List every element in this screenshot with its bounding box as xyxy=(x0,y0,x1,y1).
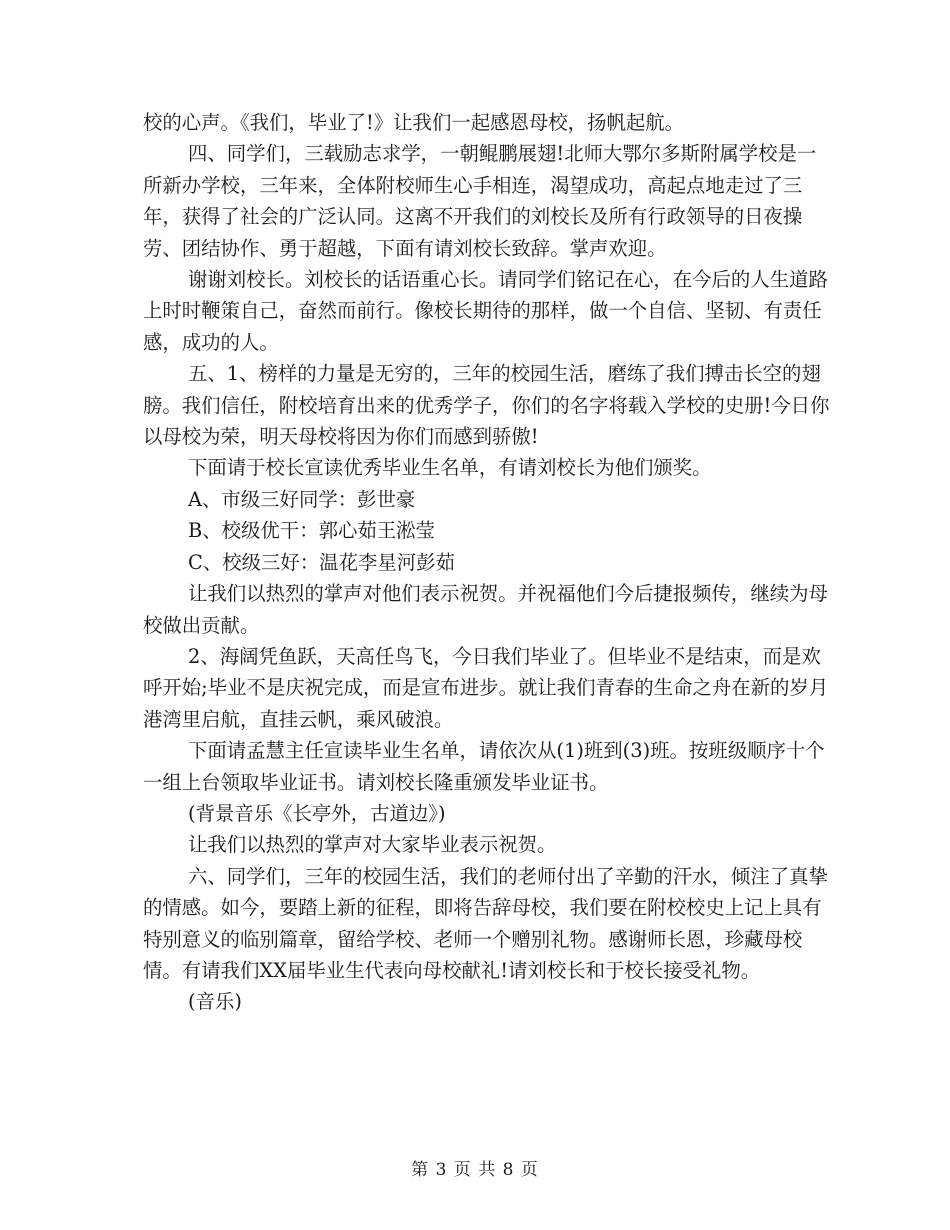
document-body xyxy=(143,107,833,1018)
award-item-a: A、市级三好同学：彭世豪 xyxy=(188,487,416,511)
paragraph-1: 校的心声。《我们，毕业了!》让我们一起感恩母校，扬帆起航。 xyxy=(143,111,685,134)
stage-direction-music: (背景音乐《长亭外，古道边》) xyxy=(188,801,446,825)
paragraph-9: 让我们以热烈的掌声对他们表示祝贺。并祝福他们今后捷报频传，继续为母校做出贡献。 xyxy=(143,582,828,637)
award-item-b: B、校级优干：郭心茹王淞莹 xyxy=(188,519,435,543)
paragraph-4: 五、1、榜样的力量是无穷的，三年的校园生活，磨练了我们搏击长空的翅膀。我们信任，附校培育出来的优秀学子，你们的名字将载入学校的史册!今日你以母校为荣，明天母校将因为你们而感到骄傲! xyxy=(143,362,830,449)
paragraph-14: 六、同学们，三年的校园生活，我们的老师付出了辛勤的汗水，倾注了真挚的情感。如今，要踏上新的征程，即将告辞母校，我们要在附校校史上记上具有特别意义的临别篇章，留给学校、老师一个赠别礼物。感谢师长恩，珍藏母校情。有请我们XX届毕业生代表向母校献礼!请刘校长和于校长接受礼物。 xyxy=(143,864,828,982)
paragraph-13: 让我们以热烈的掌声对大家毕业表示祝贺。 xyxy=(188,833,557,857)
paragraph-10: 2、海阔凭鱼跃，天高任鸟飞，今日我们毕业了。但毕业不是结束，而是欢呼开始;毕业不是庆祝完成，而是宣布进步。就让我们青春的生命之舟在新的岁月港湾里启航，直挂云帆，乘风破浪。 xyxy=(143,644,829,731)
paragraph-11: 下面请孟慧主任宣读毕业生名单，请依次从(1)班到(3)班。按班级顺序十个一组上台领取毕业证书。请刘校长隆重颁发毕业证书。 xyxy=(143,739,825,794)
award-item-c: C、校级三好：温花李星河彭茹 xyxy=(188,550,455,574)
paragraph-2: 四、同学们，三载励志求学，一朝鲲鹏展翅!北师大鄂尔多斯附属学校是一所新办学校，三年来，全体附校师生心手相连，渴望成功，高起点地走过了三年，获得了社会的广泛认同。这离不开我们的刘校长及所有行政领导的日夜操劳、团结协作、勇于超越，下面有请刘校长致辞。掌声欢迎。 xyxy=(143,142,817,260)
paragraph-3: 谢谢刘校长。刘校长的话语重心长。请同学们铭记在心，在今后的人生道路上时时鞭策自己，奋然而前行。像校长期待的那样，做一个自信、坚韧、有责任感，成功的人。 xyxy=(143,268,828,354)
paragraph-5: 下面请于校长宣读优秀毕业生名单，有请刘校长为他们颁奖。 xyxy=(188,456,712,480)
stage-direction-music-2: (音乐) xyxy=(188,990,242,1014)
page-footer: 第 3 页 共 8 页 xyxy=(411,1160,539,1180)
